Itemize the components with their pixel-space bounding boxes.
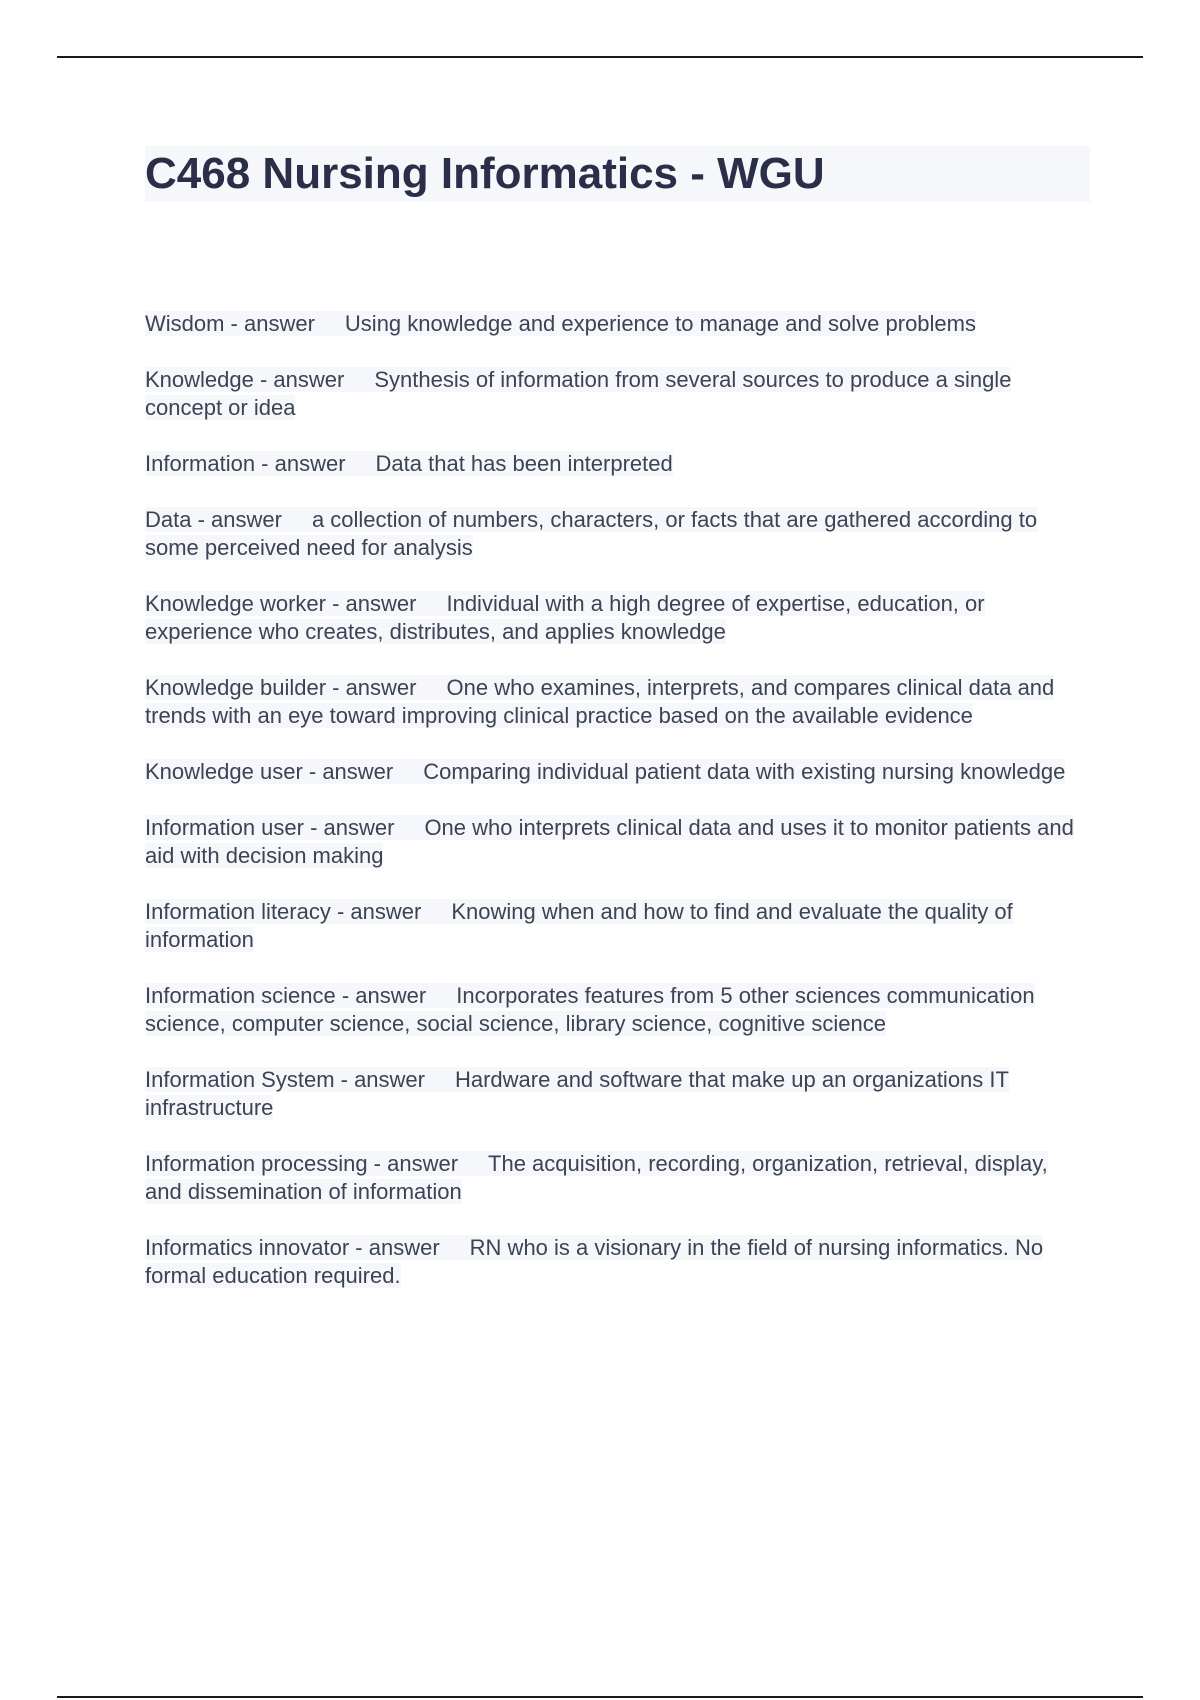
list-item (145, 758, 1090, 786)
top-rule (57, 56, 1143, 58)
entry-term: Knowledge builder - answer (145, 675, 417, 700)
entry-term: Wisdom - answer (145, 311, 315, 336)
list-item (145, 1234, 1090, 1290)
list-item (145, 366, 1090, 422)
entry-definition: Hardware and software that make up an organizations IT infrastructure (145, 1067, 1009, 1120)
entry-term: Data - answer (145, 507, 282, 532)
entry-definition: One who examines, interprets, and compares clinical data and trends with an eye toward improving clinical practice based on the available evidence (145, 675, 1055, 728)
list-item (145, 1150, 1090, 1206)
bottom-rule (57, 1696, 1143, 1698)
entry-definition: The acquisition, recording, organization, retrieval, display, and dissemination of information (145, 1151, 1048, 1204)
document-body (145, 146, 1090, 1318)
entry-term: Information science - answer (145, 983, 427, 1008)
entry-definition: Individual with a high degree of expertise, education, or experience who creates, distributes, and applies knowledge (145, 591, 985, 644)
entry-term: Knowledge worker - answer (145, 591, 417, 616)
entry-definition: RN who is a visionary in the field of nursing informatics. No formal education required. (145, 1235, 1044, 1288)
list-item (145, 898, 1090, 954)
entry-term: Information - answer (145, 451, 346, 476)
list-item (145, 674, 1090, 730)
entry-term: Information processing - answer (145, 1151, 459, 1176)
list-item (145, 450, 1090, 478)
list-item (145, 1066, 1090, 1122)
entry-definition: One who interprets clinical data and uses it to monitor patients and aid with decision making (145, 815, 1074, 868)
entry-term: Information System - answer (145, 1067, 425, 1092)
entry-term: Information user - answer (145, 815, 395, 840)
list-item (145, 310, 1090, 338)
entry-definition: Comparing individual patient data with existing nursing knowledge (423, 759, 1066, 784)
page-title: C468 Nursing Informatics - WGU (145, 146, 1090, 202)
list-item (145, 506, 1090, 562)
entry-term: Knowledge - answer (145, 367, 345, 392)
entry-term: Information literacy - answer (145, 899, 422, 924)
entry-definition: Knowing when and how to find and evaluate the quality of information (145, 899, 1013, 952)
entry-term: Informatics innovator - answer (145, 1235, 440, 1260)
entry-definition: Using knowledge and experience to manage and solve problems (344, 311, 976, 336)
list-item (145, 814, 1090, 870)
list-item (145, 590, 1090, 646)
entry-term: Knowledge user - answer (145, 759, 394, 784)
entry-definition: a collection of numbers, characters, or facts that are gathered according to some perceived need for analysis (145, 507, 1038, 560)
flashcard-list (145, 310, 1090, 1290)
entry-definition: Incorporates features from 5 other sciences communication science, computer science, social science, library science, cognitive science (145, 983, 1035, 1036)
entry-definition: Data that has been interpreted (375, 451, 673, 476)
list-item (145, 982, 1090, 1038)
entry-definition: Synthesis of information from several sources to produce a single concept or idea (145, 367, 1012, 420)
